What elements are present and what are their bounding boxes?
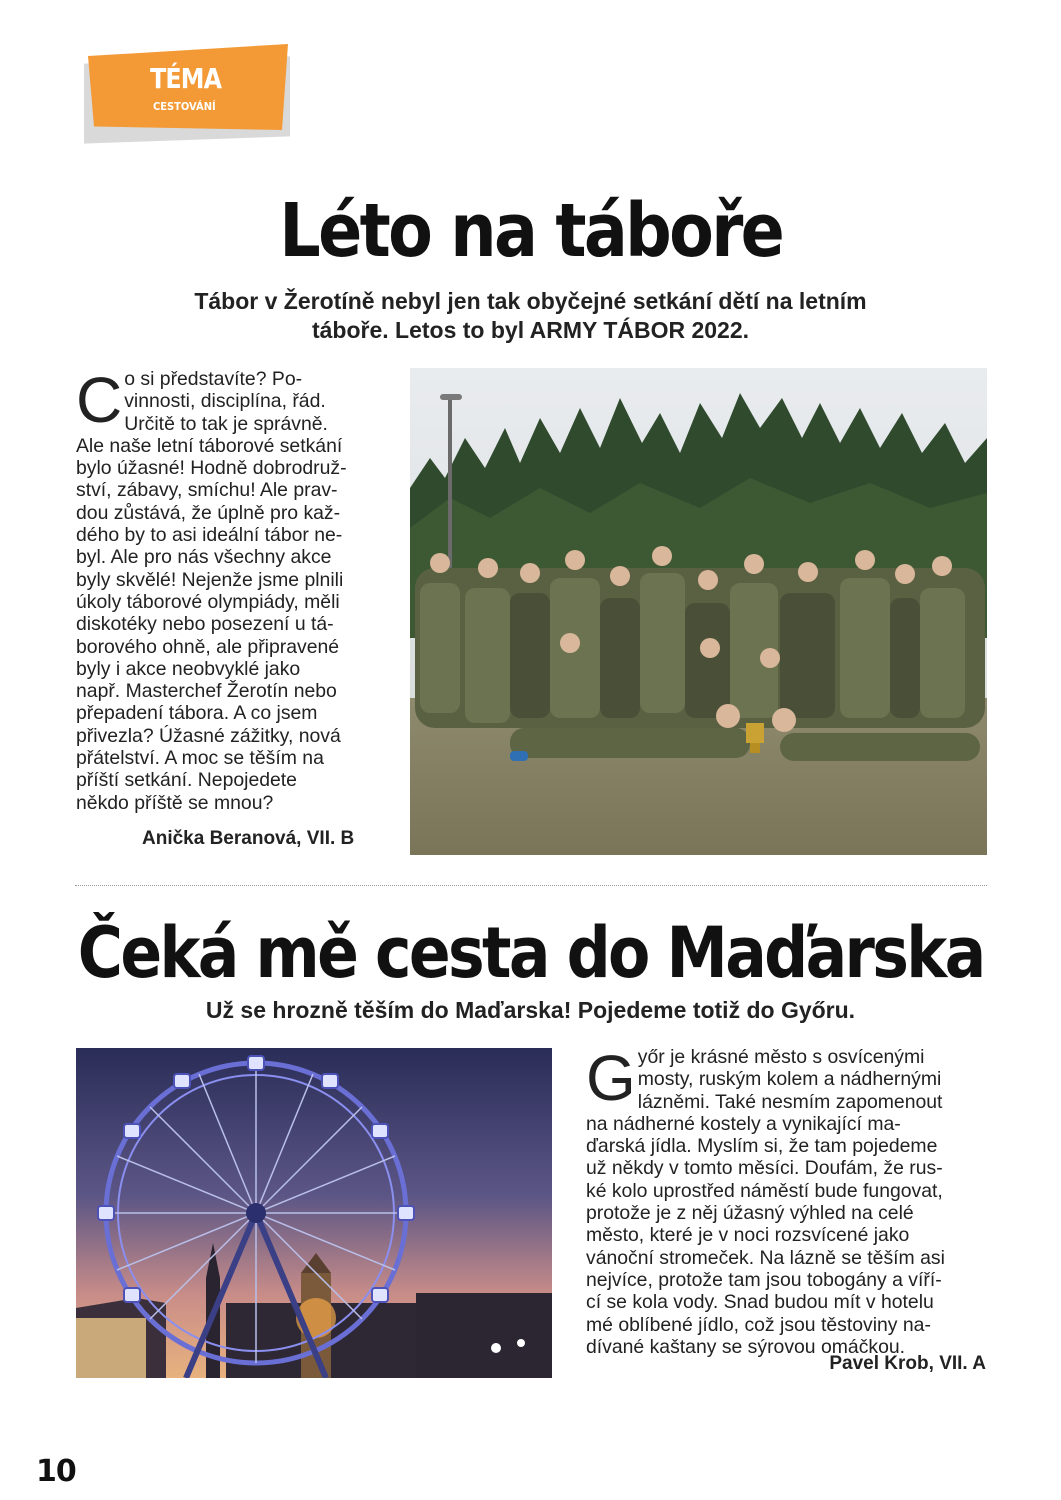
topic-tag-subtitle: CESTOVÁNÍ [153, 100, 216, 113]
camp-group-illustration [410, 368, 987, 855]
article2-body: G yőr je krásné město s osvícenými mosty, ruským kolem a nádhernými lázněmi. Také nesmím zapomenout na nádherné kostely a vynikající ma- ďarská jídla. Myslím si, že tam pojedeme už někdy v tomto měsíci. Doufám, že rus- ké kolo uprostřed náměstí bude fungovat, protože je z něj úžasný výhled na celé město, které je v noci rozsvícené jako vánoční stromeček. Na lázně se těším asi nejvíce, protože tam jsou tobogány a víří- cí se kola vody. Snad budou mít v hotelu mé oblíbené jídlo, což jsou těstoviny na- dívané kaštany se sýrovou omáčkou. [586, 1042, 945, 1358]
page-number: 10 [36, 1454, 76, 1489]
article1-headline: Léto na táboře [279, 188, 782, 274]
article2-dropcap: G [586, 1042, 636, 1114]
article1-dropcap: C [76, 364, 123, 436]
article1-lead: Tábor v Žerotíně nebyl jen tak obyčejné setkání dětí na letním táboře. Letos to byl ARMY TÁBOR 2022. [194, 288, 867, 343]
article2-author: Pavel Krob, VII. A [829, 1353, 986, 1374]
camp-group-photo [410, 368, 987, 855]
section-divider [75, 885, 987, 886]
ferris-wheel-photo [76, 1048, 552, 1378]
ferris-wheel-illustration [76, 1048, 552, 1378]
article1-body: C o si představíte? Po- vinnosti, disciplína, řád. Určitě to tak je správně. Ale naše letní táborové setkání bylo úžasné! Hodně dobrodruž- ství, zábavy, smíchu! Ale prav- dou zůstává, že úplně pro kaž- dého by to asi ideální tábor ne- byl. Ale pro nás všechny akce byly skvělé! Nejenže jsme plnili úkoly táborové olympiády, měli diskotéky nebo posezení u tá- borového ohně, ale připravené byly i akce neobvyklé jako např. Masterchef Žerotín nebo přepadení tábora. A co jsem přivezla? Úžasné zážitky, nová přátelství. A moc se těším na příští setkání. Nepojedete někdo příště se mnou? [76, 364, 347, 814]
article2-headline: Čeká mě cesta do Maďarska [77, 912, 984, 994]
article2-lead: Už se hrozně těším do Maďarska! Pojedeme totiž do Győru. [205, 997, 856, 1023]
topic-tag-title: TÉMA [150, 62, 222, 95]
article1-author: Anička Beranová, VII. B [142, 828, 355, 849]
